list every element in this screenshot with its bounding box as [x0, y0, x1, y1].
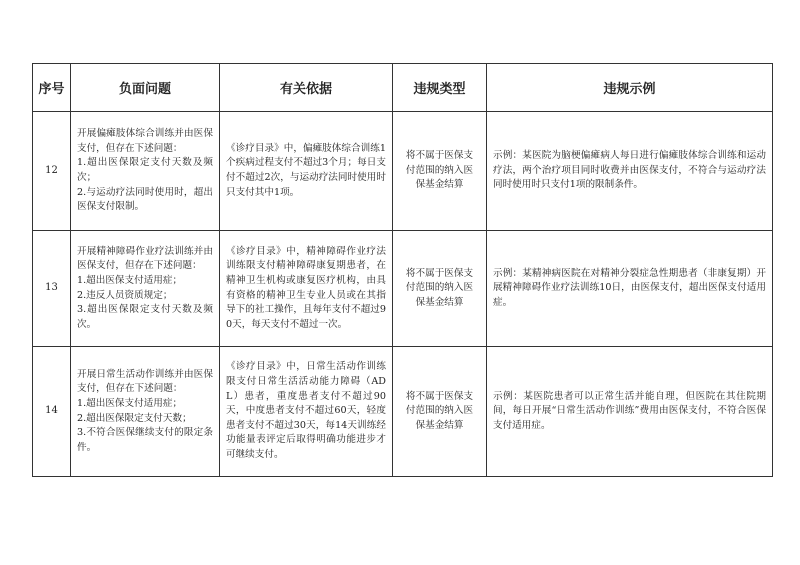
row-violation-type: 将不属于医保支付范围的纳入医保基金结算 — [393, 231, 487, 347]
header-type: 违规类型 — [393, 64, 487, 112]
row-basis: 《诊疗目录》中，日常生活动作训练限支付日常生活活动能力障碍（ADL）患者，重度患者支付不超过90天，中度患者支付不超过60天，轻度患者支付不超过30天，每14天训练经功能量表评定后取得明确功能进步才可继续支付。 — [220, 347, 393, 477]
row-violation-type: 将不属于医保支付范围的纳入医保基金结算 — [393, 112, 487, 231]
row-example: 示例：某医院患者可以正常生活并能自理，但医院在其住院期间，每日开展“日常生活动作训练”费用由医保支付，不符合医保支付适用症。 — [487, 347, 773, 477]
issue-line: 2.超出医保限定支付天数； — [77, 412, 192, 424]
header-example: 违规示例 — [487, 64, 773, 112]
row-issue — [71, 112, 220, 231]
table-row — [33, 112, 773, 231]
header-no: 序号 — [33, 64, 71, 112]
table-row — [33, 347, 773, 477]
row-issue — [71, 231, 220, 347]
header-issue: 负面问题 — [71, 64, 220, 112]
issue-line: 1.超出医保支付适用症； — [77, 274, 183, 286]
row-number: 14 — [33, 347, 71, 477]
issue-line: 开展偏瘫肢体综合训练并由医保支付，但存在下述问题： — [77, 128, 213, 154]
issue-line: 1.超出医保支付适用症； — [77, 397, 183, 409]
table-row — [33, 231, 773, 347]
row-basis: 《诊疗目录》中，精神障碍作业疗法训练限支付精神障碍康复期患者，在精神卫生机构或康复医疗机构，由具有资格的精神卫生专业人员或在其指导下的社工操作，且每年支付不超过90天，每天支付不超过一次。 — [220, 231, 393, 347]
issue-line: 3.超出医保限定支付天数及频次。 — [77, 304, 213, 330]
issue-line: 2.违反人员资质规定； — [77, 289, 173, 301]
violation-table — [32, 63, 773, 477]
row-basis: 《诊疗目录》中，偏瘫肢体综合训练1个疾病过程支付不超过3个月；每日支付不超过2次，与运动疗法同时使用时只支付其中1项。 — [220, 112, 393, 231]
row-violation-type: 将不属于医保支付范围的纳入医保基金结算 — [393, 347, 487, 477]
row-issue — [71, 347, 220, 477]
row-example: 示例：某医院为脑梗偏瘫病人每日进行偏瘫肢体综合训练和运动疗法，两个治疗项目同时收费并由医保支付，不符合与运动疗法同时使用时只支付1项的限制条件。 — [487, 112, 773, 231]
issue-line: 开展日常生活动作训练并由医保支付，但存在下述问题： — [77, 368, 213, 395]
header-basis: 有关依据 — [220, 64, 393, 112]
issue-line: 3.不符合医保继续支付的限定条件。 — [77, 427, 213, 453]
issue-line: 开展精神障碍作业疗法训练并由医保支付，但存在下述问题： — [77, 245, 213, 272]
row-number: 12 — [33, 112, 71, 231]
issue-line: 2.与运动疗法同时使用时，超出医保支付限制。 — [77, 186, 213, 213]
issue-line: 1.超出医保限定支付天数及频次； — [77, 157, 213, 183]
row-example: 示例：某精神病医院在对精神分裂症急性期患者（非康复期）开展精神障碍作业疗法训练10日，由医保支付，超出医保支付适用症。 — [487, 231, 773, 347]
table-header-row — [33, 64, 773, 112]
row-number: 13 — [33, 231, 71, 347]
